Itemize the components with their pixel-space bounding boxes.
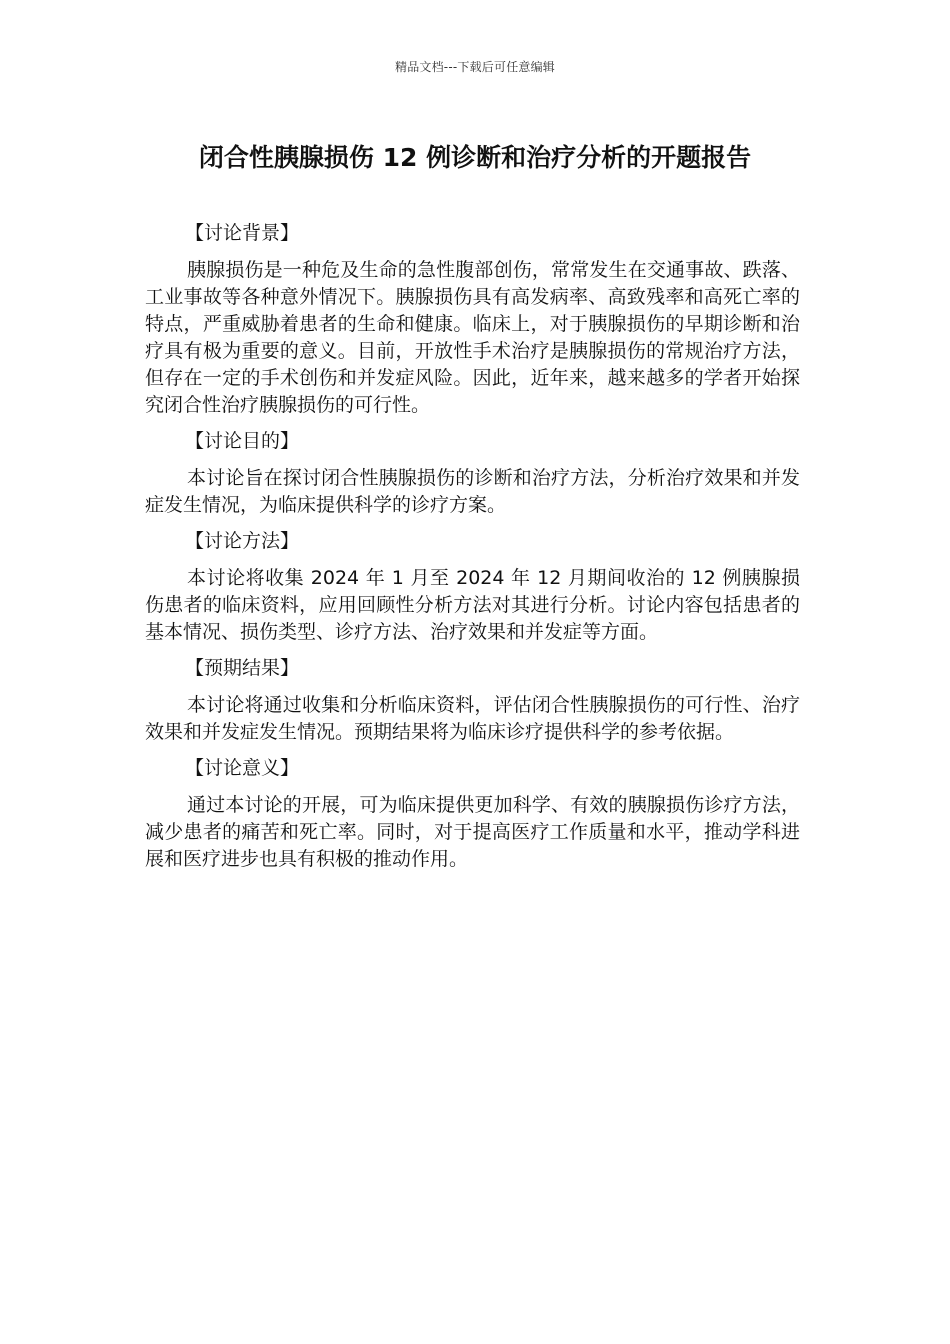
- section-background: [145, 218, 800, 419]
- section-paragraph: 胰腺损伤是一种危及生命的急性腹部创伤，常常发生在交通事故、跌落、工业事故等各种意外情况下。胰腺损伤具有高发病率、高致残率和高死亡率的特点，严重威胁着患者的生命和健康。临床上，对于胰腺损伤的早期诊断和治疗具有极为重要的意义。目前，开放性手术治疗是胰腺损伤的常规治疗方法，但存在一定的手术创伤和并发症风险。因此，近年来，越来越多的学者开始探究闭合性治疗胰腺损伤的可行性。: [145, 259, 800, 416]
- document-body: [145, 212, 800, 880]
- section-heading: 【讨论背景】: [185, 222, 300, 244]
- section-method: [145, 526, 800, 646]
- section-paragraph: 通过本讨论的开展，可为临床提供更加科学、有效的胰腺损伤诊疗方法，减少患者的痛苦和死亡率。同时，对于提高医疗工作质量和水平，推动学科进展和医疗进步也具有积极的推动作用。: [145, 794, 800, 870]
- header-note: 精品文档---下载后可任意编辑: [395, 60, 555, 74]
- document-title: 闭合性胰腺损伤 12 例诊断和治疗分析的开题报告: [198, 143, 752, 172]
- section-paragraph: 本讨论将收集 2024 年 1 月至 2024 年 12 月期间收治的 12 例胰腺损伤患者的临床资料，应用回顾性分析方法对其进行分析。讨论内容包括患者的基本情况、损伤类型、诊疗方法、治疗效果和并发症等方面。: [145, 567, 800, 643]
- section-paragraph: 本讨论旨在探讨闭合性胰腺损伤的诊断和治疗方法，分析治疗效果和并发症发生情况，为临床提供科学的诊疗方案。: [145, 467, 800, 516]
- section-heading: 【讨论意义】: [185, 757, 300, 779]
- section-expected-results: [145, 653, 800, 746]
- section-heading: 【讨论方法】: [185, 530, 300, 552]
- section-heading: 【预期结果】: [185, 657, 300, 679]
- section-heading: 【讨论目的】: [185, 430, 300, 452]
- section-purpose: [145, 426, 800, 519]
- section-significance: [145, 753, 800, 873]
- section-paragraph: 本讨论将通过收集和分析临床资料，评估闭合性胰腺损伤的可行性、治疗效果和并发症发生情况。预期结果将为临床诊疗提供科学的参考依据。: [145, 694, 800, 743]
